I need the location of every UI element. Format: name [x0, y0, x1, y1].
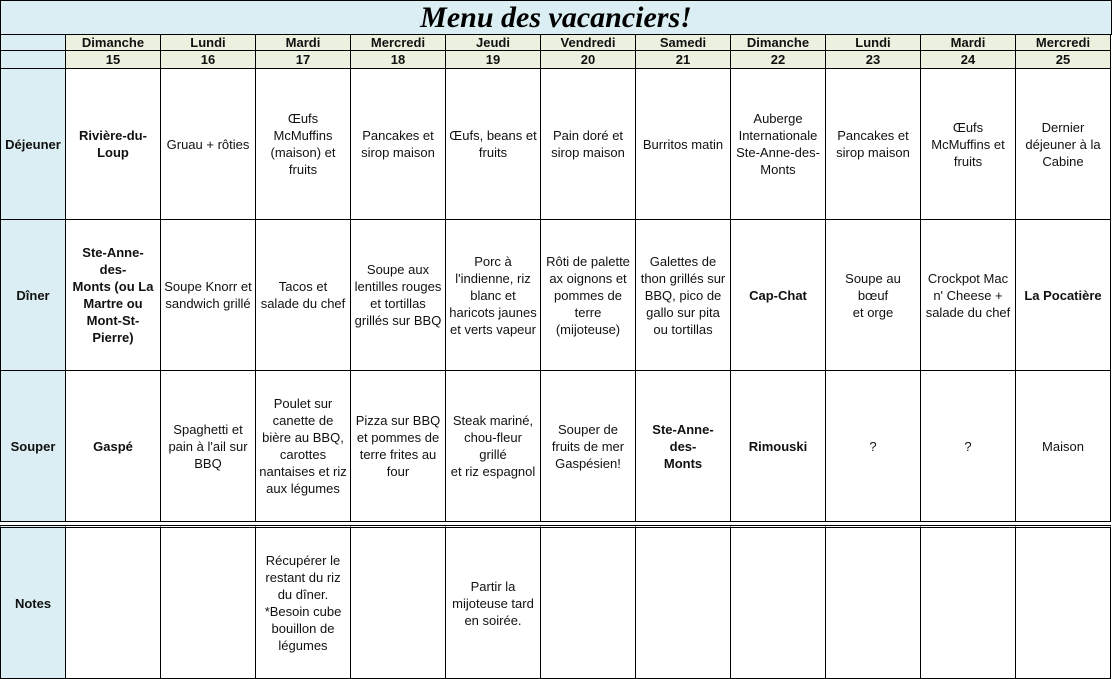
menu-cell: Pancakes et sirop maison: [826, 69, 921, 220]
menu-cell: Steak mariné, chou-fleur grillé et riz espagnol: [446, 371, 541, 522]
menu-cell: Tacos et salade du chef: [256, 220, 351, 371]
day-date-header: 18: [351, 51, 446, 69]
day-name-header: Jeudi: [446, 35, 541, 51]
menu-cell: Rimouski: [731, 371, 826, 522]
menu-cell: Gruau + rôties: [161, 69, 256, 220]
menu-cell: Rôti de palette ax oignons et pommes de terre (mijoteuse): [541, 220, 636, 371]
day-name-header: Samedi: [636, 35, 731, 51]
menu-cell: Pain doré et sirop maison: [541, 69, 636, 220]
menu-cell: Porc à l'indienne, riz blanc et haricots jaunes et verts vapeur: [446, 220, 541, 371]
corner-cell: [0, 51, 66, 69]
menu-cell: Dernier déjeuner à la Cabine: [1016, 69, 1111, 220]
day-date-header: 21: [636, 51, 731, 69]
menu-cell: Auberge Internationale Ste-Anne-des- Monts: [731, 69, 826, 220]
menu-cell: Pancakes et sirop maison: [351, 69, 446, 220]
row-label: Déjeuner: [0, 69, 66, 220]
day-date-header: 23: [826, 51, 921, 69]
day-date-header: 22: [731, 51, 826, 69]
menu-cell: [351, 525, 446, 679]
menu-cell: Souper de fruits de mer Gaspésien!: [541, 371, 636, 522]
menu-cell: Partir la mijoteuse tard en soirée.: [446, 525, 541, 679]
day-date-header: 19: [446, 51, 541, 69]
menu-cell: Rivière-du- Loup: [66, 69, 161, 220]
menu-cell: Poulet sur canette de bière au BBQ, carottes nantaises et riz aux légumes: [256, 371, 351, 522]
menu-cell: Cap-Chat: [731, 220, 826, 371]
menu-cell: Soupe au bœuf et orge: [826, 220, 921, 371]
corner-cell: [0, 35, 66, 51]
menu-cell: Pizza sur BBQ et pommes de terre frites au four: [351, 371, 446, 522]
menu-cell: Galettes de thon grillés sur BBQ, pico de gallo sur pita ou tortillas: [636, 220, 731, 371]
menu-cell: ?: [826, 371, 921, 522]
menu-cell: [541, 525, 636, 679]
menu-cell: ?: [921, 371, 1016, 522]
day-name-header: Mercredi: [351, 35, 446, 51]
menu-cell: Soupe Knorr et sandwich grillé: [161, 220, 256, 371]
menu-cell: Œufs McMuffins (maison) et fruits: [256, 69, 351, 220]
menu-cell: Ste-Anne-des- Monts (ou La Martre ou Mont-St- Pierre): [66, 220, 161, 371]
menu-cell: [826, 525, 921, 679]
menu-cell: Œufs, beans et fruits: [446, 69, 541, 220]
menu-cell: Burritos matin: [636, 69, 731, 220]
menu-cell: Ste-Anne-des- Monts: [636, 371, 731, 522]
day-name-header: Dimanche: [731, 35, 826, 51]
menu-cell: [636, 525, 731, 679]
day-name-header: Mardi: [921, 35, 1016, 51]
menu-cell: Gaspé: [66, 371, 161, 522]
menu-cell: La Pocatière: [1016, 220, 1111, 371]
day-date-header: 25: [1016, 51, 1111, 69]
menu-cell: Maison: [1016, 371, 1111, 522]
menu-cell: Récupérer le restant du riz du dîner. *Besoin cube bouillon de légumes: [256, 525, 351, 679]
day-date-header: 20: [541, 51, 636, 69]
menu-cell: Soupe aux lentilles rouges et tortillas grillés sur BBQ: [351, 220, 446, 371]
menu-cell: Œufs McMuffins et fruits: [921, 69, 1016, 220]
menu-cell: [161, 525, 256, 679]
day-name-header: Mercredi: [1016, 35, 1111, 51]
day-date-header: 16: [161, 51, 256, 69]
row-label: Dîner: [0, 220, 66, 371]
menu-cell: [921, 525, 1016, 679]
day-name-header: Dimanche: [66, 35, 161, 51]
day-date-header: 24: [921, 51, 1016, 69]
menu-cell: Spaghetti et pain à l'ail sur BBQ: [161, 371, 256, 522]
day-name-header: Lundi: [161, 35, 256, 51]
menu-cell: [731, 525, 826, 679]
menu-cell: Crockpot Mac n' Cheese + salade du chef: [921, 220, 1016, 371]
day-name-header: Vendredi: [541, 35, 636, 51]
day-date-header: 17: [256, 51, 351, 69]
menu-cell: [66, 525, 161, 679]
day-date-header: 15: [66, 51, 161, 69]
row-label: Souper: [0, 371, 66, 522]
day-name-header: Lundi: [826, 35, 921, 51]
day-name-header: Mardi: [256, 35, 351, 51]
menu-cell: [1016, 525, 1111, 679]
page-title: Menu des vacanciers!: [0, 0, 1112, 35]
row-label: Notes: [0, 525, 66, 679]
